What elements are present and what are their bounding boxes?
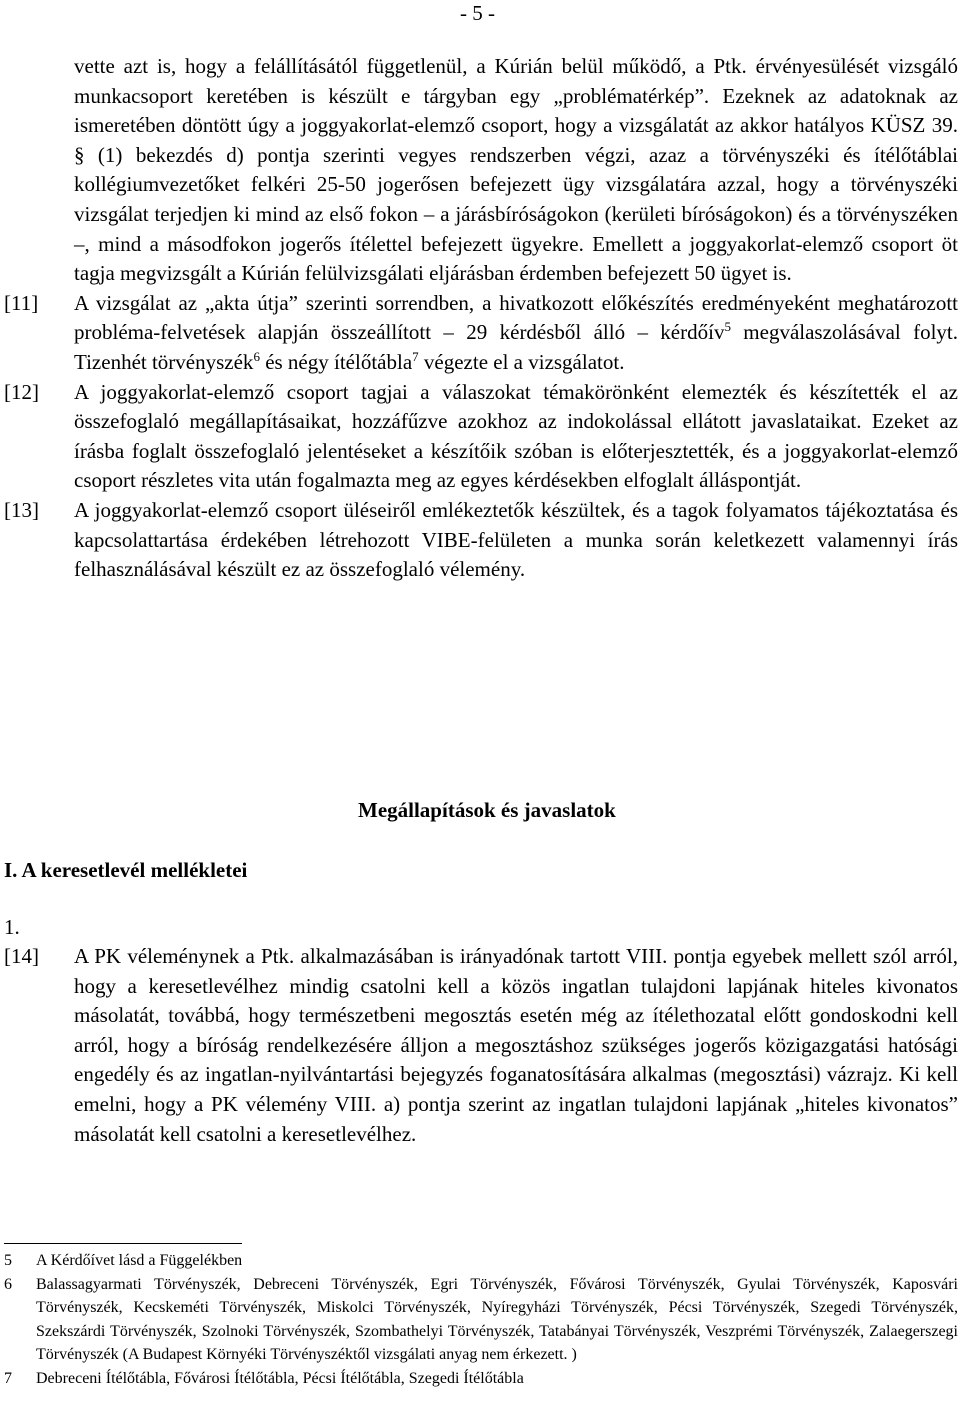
- paragraph-text: A PK véleménynek a Ptk. alkalmazásában is irányadónak tartott VIII. pontja egyebek mellett szól arról, hogy a keresetlevélhez mindig csatolni kell a közös ingatlan tulajdoni lapjának hiteles kivonatos másolatát, továbbá, hogy természetbeni megosztás esetén még az ítélethozatal előtt gondoskodni kell arról, hogy a bíróság rendelkezésére álljon a megosztáshoz szükséges jogerős közigazgatási hatósági engedély és az ingatlan-nyilvántartási bejegyzés foganatosítására alkalmas (megosztási) vázrajz. Ki kell emelni, hogy a PK vélemény VIII. a) pontja szerint az ingatlan tulajdoni lapjának „hiteles kivonatos” másolatát kell csatolni a keresetlevélhez.: [74, 944, 958, 1146]
- paragraph-number: [11]: [4, 290, 39, 315]
- section-heading: I. A keresetlevél mellékletei: [4, 858, 248, 882]
- body-lower: [0, 942, 958, 1149]
- paragraph-13: [0, 496, 958, 585]
- footnote-ref[interactable]: 6: [253, 348, 260, 364]
- footnote-text: Debreceni Ítélőtábla, Fővárosi Ítélőtábla, Pécsi Ítélőtábla, Szegedi Ítélőtábla: [36, 1369, 524, 1387]
- footnote-5: [0, 1249, 958, 1273]
- body-upper: [0, 52, 958, 585]
- section-heading-main: Megállapítások és javaslatok: [358, 798, 616, 822]
- footnote-number: 7: [4, 1369, 12, 1387]
- footnote-7: [0, 1367, 958, 1391]
- subsection-number: 1.: [4, 915, 20, 939]
- paragraph-continuation: [0, 52, 958, 289]
- page-number: - 5 -: [460, 1, 495, 25]
- paragraph-number: [14]: [4, 944, 39, 968]
- paragraph-14: [0, 942, 958, 1149]
- paragraph-11: [0, 289, 958, 378]
- footnote-separator: [4, 1243, 242, 1244]
- footnotes: [0, 1249, 958, 1391]
- paragraph-text: A joggyakorlat-elemző csoport tagjai a válaszokat témakörönként elemezték és készítették el az összefoglaló megállapításaikat, hozzáfűzve azokhoz az indokolással ellátott javaslataikat. Ezeket az írásba foglalt összefoglaló jelentéseket a készítőik szóban is előterjesztették, és a joggyakorlat-elemző csoport részletes vita után fogalmazta meg az egyes kérdésekben elfoglalt álláspontját.: [74, 379, 958, 493]
- paragraph-text: A joggyakorlat-elemző csoport üléseiről emlékeztetők készültek, és a tagok folyamatos tájékoztatása és kapcsolattartása érdekében létrehozott VIBE-felületen a munka során keletkezett valamennyi írás felhasználásával készült ez az összefoglaló vélemény.: [74, 497, 958, 582]
- paragraph-text: A vizsgálat az „akta útja” szerinti sorrendben, a hivatkozott előkészítés eredményeként meghatározott probléma-felvetések alapján összeállított – 29 kérdésből álló – kérdőív$^5$ megválaszolásával folyt. Tizenhét törvényszék$^6$ és négy ítélőtábla$^7$ végezte el a vizsgálatot.: [74, 290, 958, 374]
- paragraph-number: [13]: [4, 497, 39, 522]
- footnote-text: Balassagyarmati Törvényszék, Debreceni Törvényszék, Egri Törvényszék, Fővárosi Törvényszék, Gyulai Törvényszék, Kaposvári Törvényszék, Kecskeméti Törvényszék, Miskolci Törvényszék, Nyíregyházi Törvényszék, Pécsi Törvényszék, Szegedi Törvényszék, Szekszárdi Törvényszék, Szolnoki Törvényszék, Szombathelyi Törvényszék, Tatabányai Törvényszék, Veszprémi Törvényszék, Zalaegerszegi Törvényszék (A Budapest Környéki Törvényszéktől vizsgálati anyag nem érkezett. ): [36, 1275, 958, 1364]
- footnote-ref[interactable]: 7: [412, 348, 419, 364]
- paragraph-number: [12]: [4, 379, 39, 404]
- footnote-ref[interactable]: 5: [724, 319, 731, 335]
- footnote-number: 6: [4, 1275, 12, 1293]
- paragraph-12: [0, 378, 958, 496]
- footnote-number: 5: [4, 1252, 12, 1269]
- footnote-text: A Kérdőívet lásd a Függelékben: [36, 1252, 243, 1269]
- paragraph-text: vette azt is, hogy a felállításától függetlenül, a Kúrián belül működő, a Ptk. érvényesülését vizsgáló munkacsoport keretében is készült e tárgyban egy „problématérkép”. Ezeknek az adatoknak az ismeretében döntött úgy a joggyakorlat-elemző csoport, hogy a vizsgálatát az akkor hatályos KÜSZ 39. § (1) bekezdés d) pontja szerinti vegyes rendszerben végzi, azaz a törvényszéki és ítélőtáblai kollégiumvezetőket felkéri 25-50 jogerősen befejezett ügy vizsgálatára azzal, hogy a törvényszéki vizsgálat terjedjen ki mind az első fokon – a járásbíróságokon (kerületi bíróságokon) és a törvényszéken –, mind a másodfokon jogerős ítélettel befejezett ügyekre. Emellett a joggyakorlat-elemző csoport öt tagja megvizsgált a Kúrián felülvizsgálati eljárásban érdemben befejezett 50 ügyet is.: [74, 54, 958, 286]
- footnote-6: [0, 1273, 958, 1367]
